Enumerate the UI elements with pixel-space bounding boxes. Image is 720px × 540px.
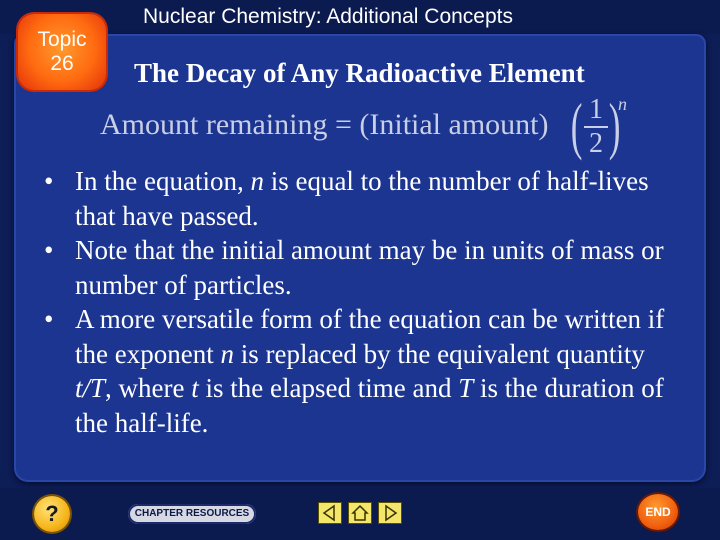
next-slide-button[interactable] — [378, 502, 402, 524]
fraction — [584, 96, 608, 158]
right-arrow-icon — [379, 503, 401, 523]
topic-label: Topic — [37, 28, 87, 51]
end-button[interactable]: END — [638, 494, 678, 530]
fraction-denominator: 2 — [589, 128, 603, 159]
help-button[interactable]: ? — [34, 496, 70, 532]
bullet-list — [44, 164, 684, 440]
prev-slide-button[interactable] — [318, 502, 342, 524]
header-title: Nuclear Chemistry: Additional Concepts — [143, 5, 514, 28]
bullet-item: • Note that the initial amount may be in units of mass or number of particles. — [44, 233, 684, 302]
fraction-numerator: 1 — [589, 94, 603, 125]
topic-badge — [18, 14, 106, 90]
bullet-item: • A more versatile form of the equation can be written if the exponent n is replaced by the equivalent quantity t/T, where t is the elapsed time and T is the duration of the half-life. — [44, 302, 684, 440]
left-arrow-icon — [319, 503, 341, 523]
decay-equation — [100, 90, 640, 161]
home-icon — [349, 503, 371, 523]
equation-text: Amount remaining = (Initial amount) — [100, 108, 549, 141]
slide-title: The Decay of Any Radioactive Element — [134, 58, 585, 88]
left-paren: ( — [570, 90, 583, 161]
topic-number: 26 — [50, 52, 74, 75]
chapter-resources-button[interactable]: CHAPTER RESOURCES — [128, 504, 256, 524]
home-button[interactable] — [348, 502, 372, 524]
equation-exponent: n — [618, 94, 627, 114]
right-paren: ) — [608, 90, 621, 161]
bullet-item: • In the equation, n is equal to the number of half-lives that have passed. — [44, 164, 684, 233]
